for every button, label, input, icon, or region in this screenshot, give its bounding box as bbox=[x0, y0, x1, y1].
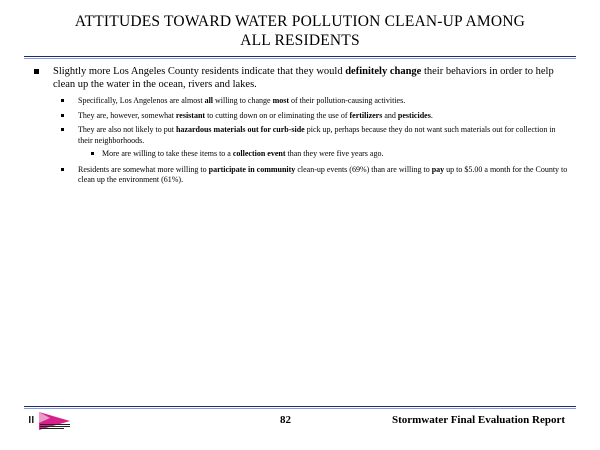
sub-bullet-text: Residents are somewhat more willing to participate in community clean-up events (69%) than are willing to pay up to $5.00 a month for the County to clean up the environment (61%). bbox=[78, 164, 568, 184]
square-bullet-icon bbox=[61, 168, 64, 171]
sub-bullet-text: Specifically, Los Angelenos are almost all willing to change most of their pollution-causing activities. bbox=[78, 96, 406, 105]
sub-sub-bullet-text: More are willing to take these items to a collection event than they were five years ago. bbox=[102, 149, 384, 158]
main-bullet bbox=[30, 65, 570, 91]
slide-title bbox=[20, 12, 580, 50]
main-bullet-text: Slightly more Los Angeles County residents indicate that they would definitely change their behaviors in order to help clean up the water in the ocean, rivers and lakes. bbox=[53, 66, 554, 90]
sub-bullet-participate bbox=[30, 165, 570, 186]
footer-rule bbox=[24, 406, 576, 407]
slide-title-line-1: ATTITUDES TOWARD WATER POLLUTION CLEAN-UP AMONG bbox=[74, 13, 526, 30]
square-bullet-icon bbox=[61, 99, 64, 102]
page-number: 82 bbox=[280, 414, 291, 426]
report-title: Stormwater Final Evaluation Report bbox=[391, 414, 565, 426]
sub-bullet-text: They are also not likely to put hazardous materials out for curb-side pick up, perhaps because they do not want such materials out for collection in their neighborhoods. bbox=[78, 125, 556, 145]
slide-title-line-2: ALL RESIDENTS bbox=[240, 32, 360, 49]
sub-bullet-resistant bbox=[30, 111, 570, 122]
square-bullet-icon bbox=[61, 114, 64, 117]
square-bullet-icon bbox=[91, 152, 94, 155]
sub-sub-bullet-collection-event bbox=[30, 149, 570, 160]
square-bullet-icon bbox=[34, 69, 39, 74]
sub-bullet-specifically bbox=[30, 96, 570, 107]
footer-rule-shadow bbox=[24, 408, 576, 409]
header-rule bbox=[24, 56, 576, 57]
sub-bullet-text: They are, however, somewhat resistant to cutting down on or eliminating the use of fertilizers and pesticides. bbox=[78, 110, 433, 120]
square-bullet-icon bbox=[61, 128, 64, 131]
header-rule-shadow bbox=[24, 58, 576, 59]
slide-body bbox=[30, 65, 570, 186]
company-logo-icon bbox=[28, 411, 76, 431]
sub-bullet-hazardous bbox=[30, 125, 570, 146]
